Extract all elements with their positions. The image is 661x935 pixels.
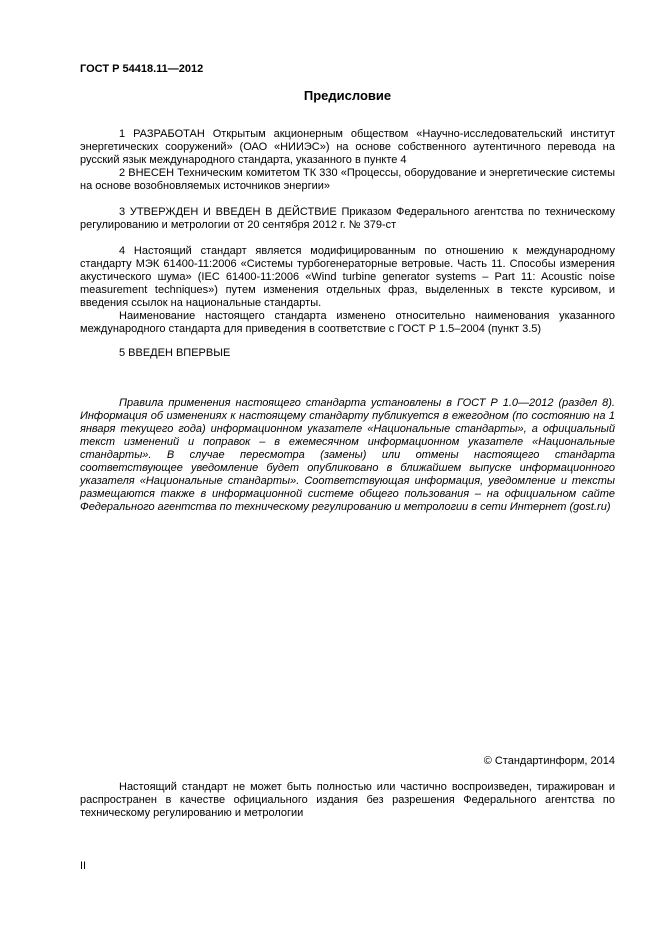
copyright-notice: © Стандартинформ, 2014 — [483, 755, 615, 767]
paragraph-developed-by: 1 РАЗРАБОТАН Открытым акционерным обществом «Научно-исследовательский институт энергетических сооружений» (ОАО «НИИЭС») на основе собственного аутентичного перевода на русский язык международного стандарта, указанного в пункте 4 — [80, 128, 615, 166]
page-number: II — [80, 860, 87, 872]
paragraph-application-rules: Правила применения настоящего стандарта установлены в ГОСТ Р 1.0—2012 (раздел 8). Информация об изменениях к настоящему стандарту публикуется в ежегодном (по состоянию на 1 января текущего года) информационном указателе «Национальные стандарты», а официальный текст изменений и поправок – в ежемесячном информационном указателе «Национальные стандарты». В случае пересмотра (замены) или отмены настоящего стандарта соответствующее уведомление будет опубликовано в ближайшем выпуске информационного указателя «Национальные стандарты». Соответствующая информация, уведомление и тексты размещаются также в информационной системе общего пользования – на официальном сайте Федерального агентства по техническому регулированию и метрологии в сети Интернет (gost.ru) — [80, 397, 615, 513]
paragraph-modified-standard: 4 Настоящий стандарт является модифицированным по отношению к международному стандарту МЭК 61400-11:2006 «Системы турбогенераторные ветровые. Часть 11. Способы измерения акустического шума» (IEC 61400-11:2006 «Wind turbine generator systems – Part 11: Acoustic noise measurement techniques») путем изменения отдельных фраз, выделенных в тексте курсивом, и введения ссылок на национальные стандарты. — [80, 245, 615, 309]
paragraph-name-change: Наименование настоящего стандарта изменено относительно наименования указанного международного стандарта для приведения в соответствие с ГОСТ Р 1.5–2004 (пункт 3.5) — [80, 310, 615, 335]
page-title: Предисловие — [303, 88, 392, 103]
document-code: ГОСТ Р 54418.11—2012 — [80, 63, 204, 75]
paragraph-submitted-by: 2 ВНЕСЕН Техническим комитетом ТК 330 «Процессы, оборудование и энергетические системы на основе возобновляемых источников энергии» — [80, 167, 615, 192]
paragraph-approved: 3 УТВЕРЖДЕН И ВВЕДЕН В ДЕЙСТВИЕ Приказом Федерального агентства по техническому регулированию и метрологии от 20 сентября 2012 г. № 379-ст — [80, 206, 615, 231]
paragraph-introduced-first: 5 ВВЕДЕН ВПЕРВЫЕ — [119, 347, 231, 359]
paragraph-reproduction-notice: Настоящий стандарт не может быть полностью или частично воспроизведен, тиражирован и распространен в качестве официального издания без разрешения Федерального агентства по техническому регулированию и метрологии — [80, 781, 615, 819]
